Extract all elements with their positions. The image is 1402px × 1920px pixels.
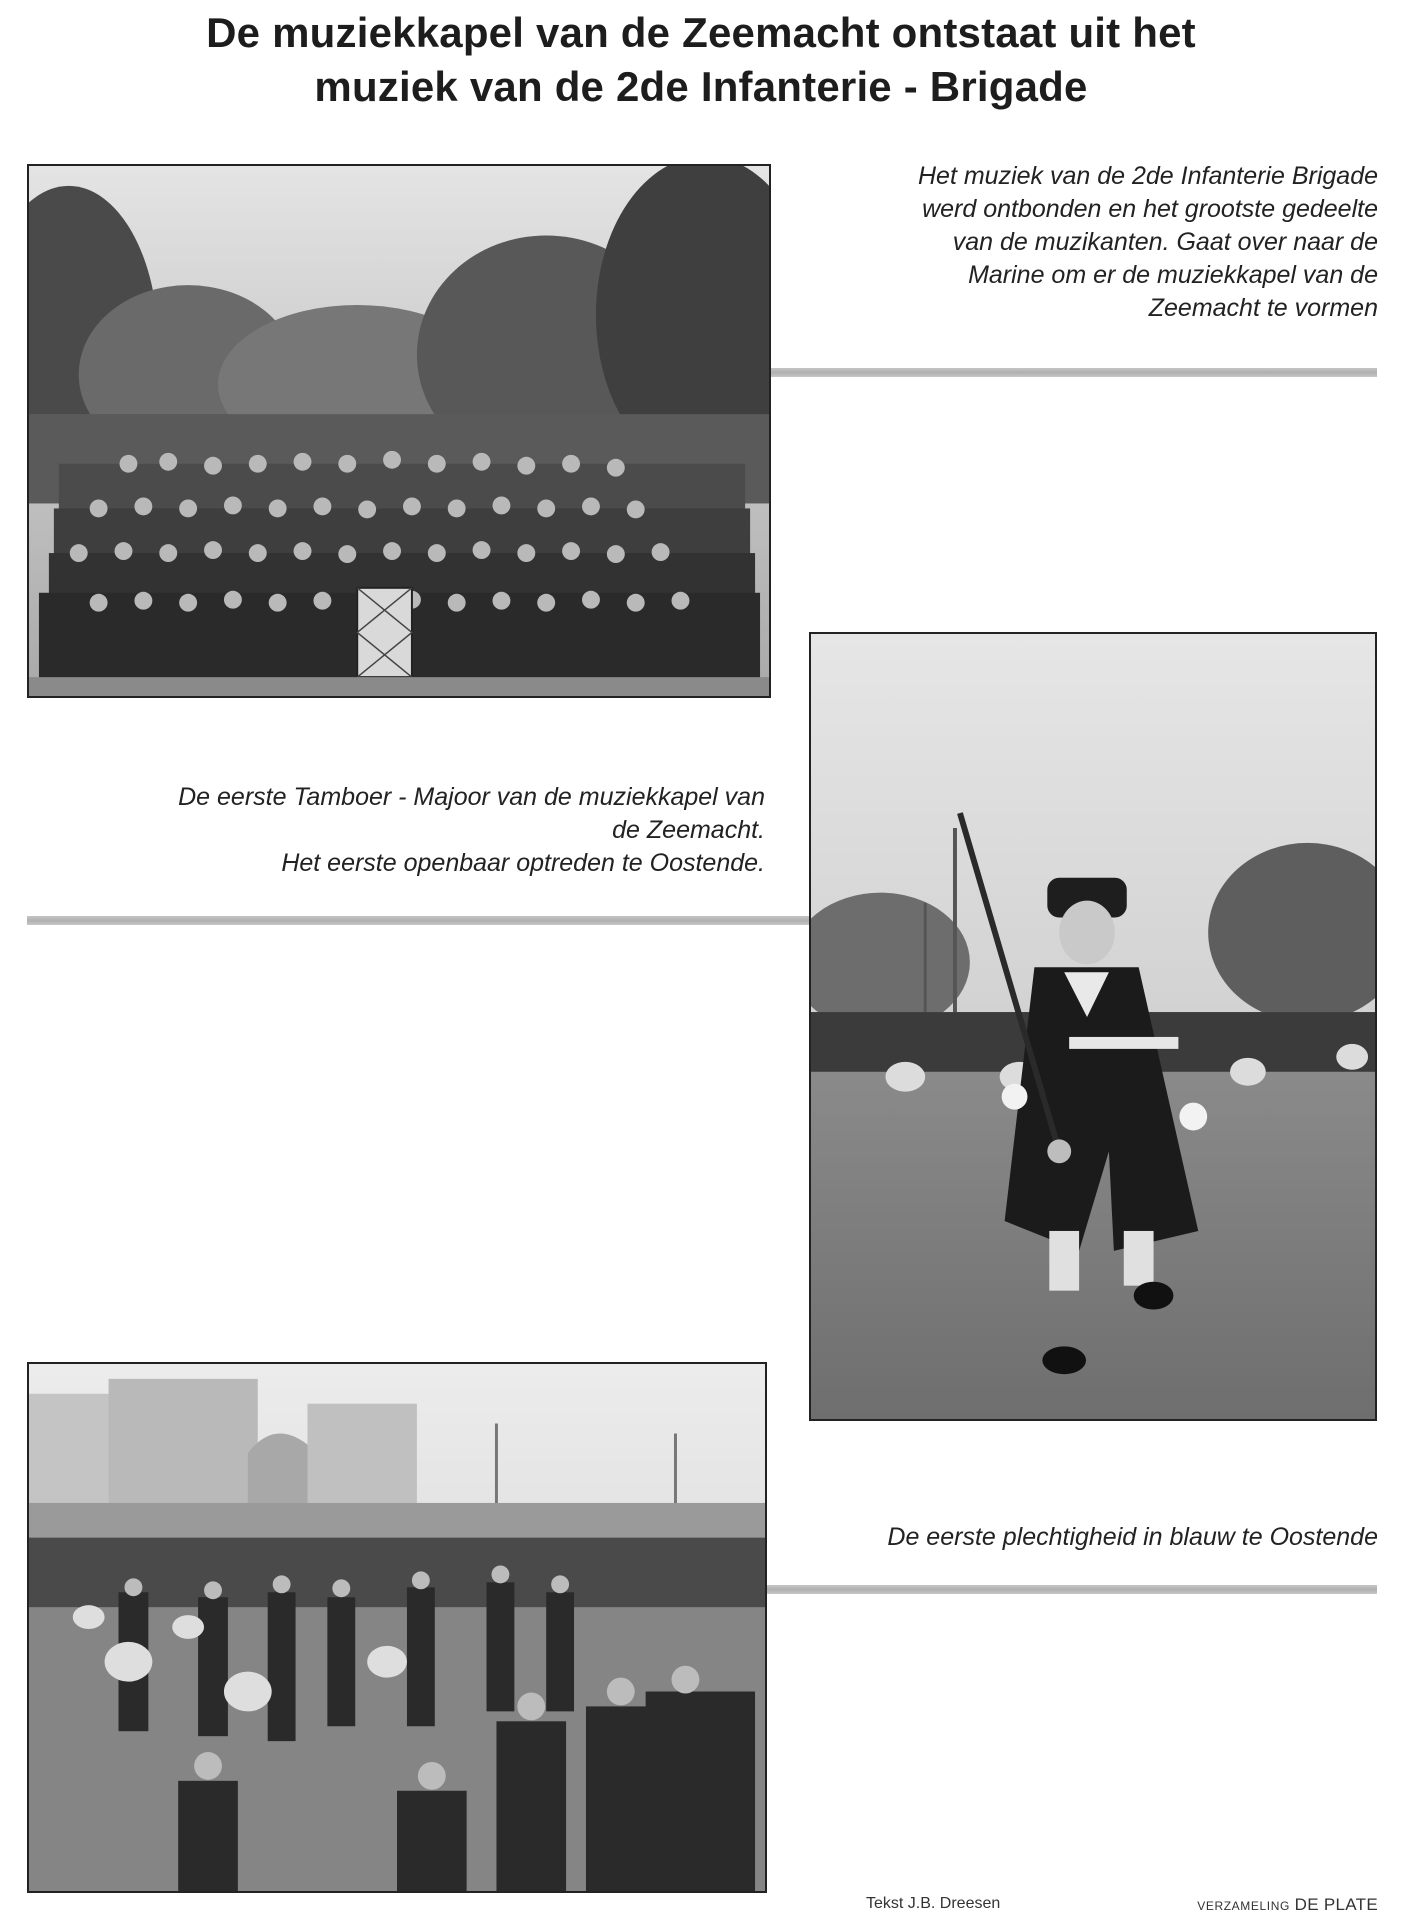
parade-photo-image — [29, 1364, 765, 1891]
parade-photo-caption — [770, 1521, 1378, 1554]
caption-line: De eerste Tamboer - Majoor van de muziekkapel van — [178, 783, 765, 811]
caption-line: Het eerste openbaar optreden te Oostende. — [281, 849, 765, 877]
band-group-photo — [27, 164, 771, 698]
band-group-photo-image — [29, 166, 769, 696]
drum-major-photo-caption — [30, 781, 765, 880]
caption-line: Het muziek van de 2de Infanterie Brigade — [918, 162, 1378, 190]
caption-line: De eerste plechtigheid in blauw te Oostende — [887, 1523, 1378, 1551]
divider-rule — [27, 916, 809, 925]
author-credit: Tekst J.B. Dreesen — [866, 1895, 1001, 1912]
caption-line: Marine om er de muziekkapel van de — [968, 261, 1378, 289]
page-title-line-1: De muziekkapel van de Zeemacht ontstaat uit het — [206, 9, 1196, 56]
parade-photo — [27, 1362, 767, 1893]
divider-rule — [767, 1585, 1377, 1594]
caption-line: Zeemacht te vormen — [1148, 294, 1378, 322]
drum-major-photo-image — [811, 634, 1375, 1419]
collection-name: DE PLATE — [1294, 1895, 1378, 1914]
collection-prefix: VERZAMELING — [1197, 1899, 1290, 1913]
collection-credit — [1197, 1895, 1378, 1915]
caption-line: werd ontbonden en het grootste gedeelte — [922, 195, 1378, 223]
page-title — [0, 6, 1402, 114]
band-photo-caption — [780, 160, 1378, 325]
page-title-line-2: muziek van de 2de Infanterie - Brigade — [314, 63, 1088, 110]
caption-line: de Zeemacht. — [612, 816, 765, 844]
divider-rule — [771, 368, 1377, 377]
caption-line: van de muzikanten. Gaat over naar de — [952, 228, 1378, 256]
drum-major-photo — [809, 632, 1377, 1421]
